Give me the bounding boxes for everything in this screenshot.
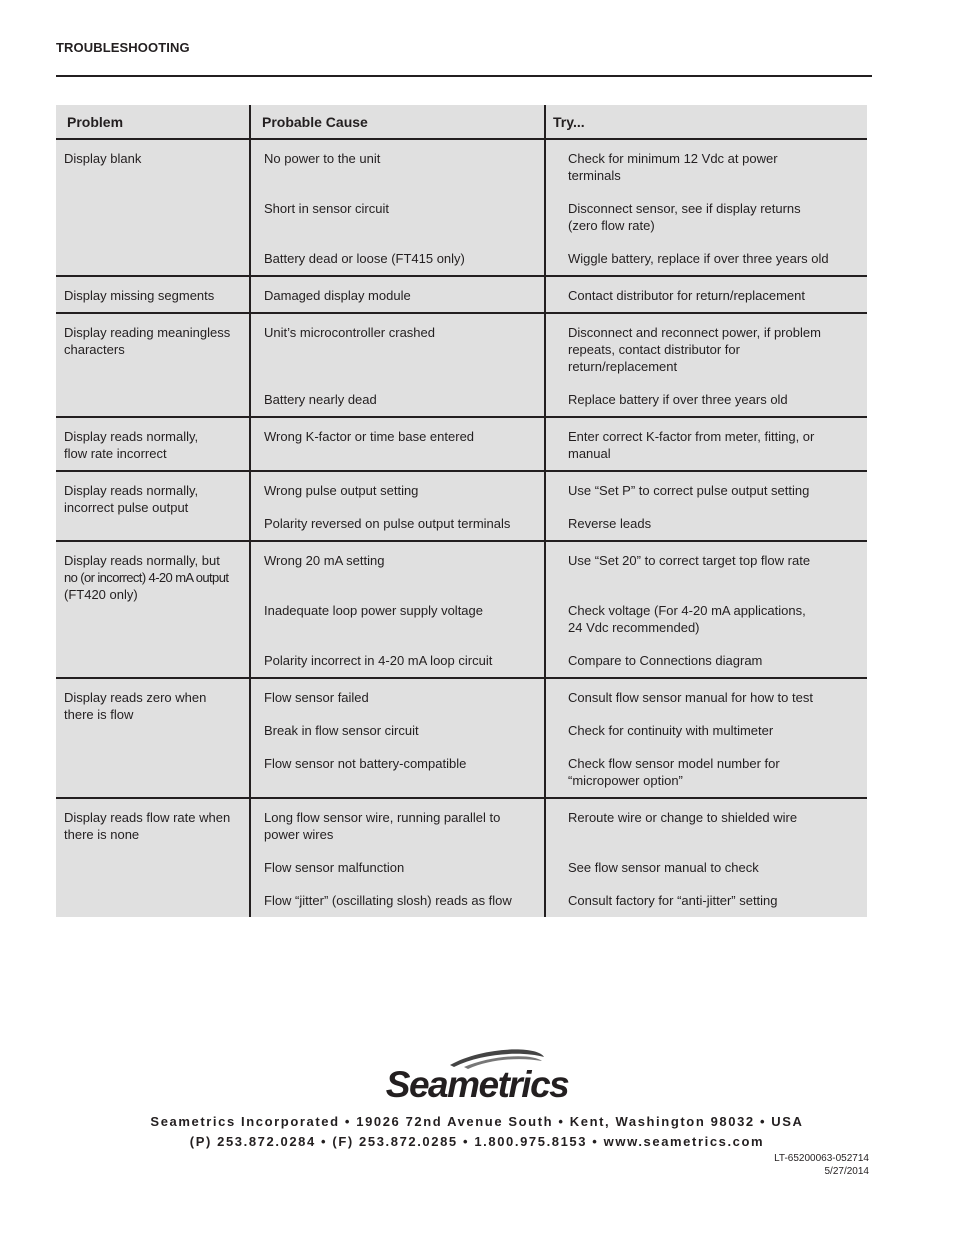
- footer: [0, 1045, 954, 1107]
- cause-text: [264, 569, 534, 586]
- table-row: [56, 678, 867, 798]
- cause-item: [264, 287, 534, 304]
- remedy-text: See flow sensor manual to check: [568, 860, 759, 875]
- try-cell: [545, 276, 867, 313]
- cause-text: Short in sensor circuit: [264, 201, 389, 216]
- remedy-text: Wiggle battery, replace if over three years old: [568, 251, 829, 266]
- problem-text: Display reads normally, but: [64, 553, 220, 568]
- cause-text: Battery nearly dead: [264, 392, 377, 407]
- problem-text: there is flow: [64, 707, 134, 722]
- remedy-text: return/replacement: [568, 359, 678, 374]
- remedy-text: Check flow sensor model number for: [568, 756, 780, 771]
- remedy-text: Consult factory for “anti-jitter” setting: [568, 893, 778, 908]
- cause-text: Break in flow sensor circuit: [264, 723, 419, 738]
- probable-cause-cell: [250, 417, 545, 471]
- problem-cell: [56, 678, 250, 798]
- cause-text: [264, 217, 534, 234]
- cause-text: power wires: [264, 827, 334, 842]
- cause-text: Flow “jitter” (oscillating slosh) reads as flow: [264, 893, 512, 908]
- company-address: Seametrics Incorporated • 19026 72nd Avenue South • Kent, Washington 98032 • USA: [150, 1114, 804, 1129]
- remedy-text: [568, 826, 857, 843]
- cause-item: [264, 324, 534, 375]
- problem-cell: [56, 541, 250, 678]
- problem-text: no (or incorrect) 4-20 mA output: [64, 570, 229, 585]
- problem-cell: [56, 313, 250, 417]
- remedy-text: Check voltage (For 4-20 mA applications,: [568, 603, 806, 618]
- remedy-text: repeats, contact distributor for: [568, 342, 740, 357]
- problem-cell: [56, 139, 250, 276]
- cause-item: [264, 515, 534, 532]
- remedy-text: Use “Set 20” to correct target top flow rate: [568, 553, 811, 568]
- remedy-text: Compare to Connections diagram: [568, 653, 763, 668]
- cause-text: Wrong pulse output setting: [264, 483, 419, 498]
- cause-item: [264, 482, 534, 499]
- seametrics-logo: [372, 1045, 582, 1107]
- remedy-text: Check for continuity with multimeter: [568, 723, 774, 738]
- problem-text: incorrect pulse output: [64, 500, 189, 515]
- probable-cause-cell: [250, 313, 545, 417]
- remedy-item: [568, 515, 857, 532]
- remedy-item: [568, 391, 857, 408]
- try-cell: [545, 313, 867, 417]
- remedy-item: [568, 859, 857, 876]
- remedy-text: Use “Set P” to correct pulse output setting: [568, 483, 810, 498]
- table-row: [56, 417, 867, 471]
- try-cell: [545, 139, 867, 276]
- problem-text: Display missing segments: [64, 288, 215, 303]
- problem-text: characters: [64, 342, 125, 357]
- problem-text: Display reads flow rate when: [64, 810, 231, 825]
- cause-text: [264, 445, 534, 462]
- probable-cause-cell: [250, 276, 545, 313]
- svg-text:Seametrics: Seametrics: [385, 1064, 569, 1105]
- probable-cause-cell: [250, 798, 545, 917]
- remedy-text: Check for minimum 12 Vdc at power: [568, 151, 778, 166]
- section-title: TROUBLESHOOTING: [56, 40, 190, 55]
- probable-cause-cell: [250, 471, 545, 541]
- remedy-text: Reroute wire or change to shielded wire: [568, 810, 798, 825]
- problem-text: there is none: [64, 827, 140, 842]
- problem-cell: [56, 798, 250, 917]
- remedy-item: [568, 250, 857, 267]
- cause-text: [264, 341, 534, 358]
- problem-text: Display reads normally,: [64, 429, 199, 444]
- cause-item: [264, 552, 534, 586]
- cause-text: [264, 772, 534, 789]
- remedy-item: [568, 287, 857, 304]
- remedy-item: [568, 722, 857, 739]
- header-problem: Problem: [56, 105, 250, 139]
- cause-text: Flow sensor malfunction: [264, 860, 405, 875]
- cause-text: [264, 619, 534, 636]
- document-number: LT-65200063-052714: [774, 1153, 869, 1164]
- cause-text: Damaged display module: [264, 288, 411, 303]
- try-cell: [545, 417, 867, 471]
- remedy-text: Enter correct K-factor from meter, fitting, or: [568, 429, 815, 444]
- try-cell: [545, 541, 867, 678]
- problem-text: Display reading meaningless: [64, 325, 231, 340]
- cause-text: Flow sensor not battery-compatible: [264, 756, 467, 771]
- remedy-text: (zero flow rate): [568, 218, 655, 233]
- remedy-item: [568, 892, 857, 909]
- remedy-text: terminals: [568, 168, 621, 183]
- cause-item: [264, 809, 534, 843]
- table-row: [56, 798, 867, 917]
- table-row: [56, 471, 867, 541]
- cause-text: No power to the unit: [264, 151, 381, 166]
- remedy-text: Disconnect and reconnect power, if problem: [568, 325, 821, 340]
- remedy-text: “micropower option”: [568, 773, 683, 788]
- cause-item: [264, 428, 534, 462]
- cause-item: [264, 602, 534, 636]
- table-header-row: [56, 105, 867, 139]
- remedy-text: manual: [568, 446, 611, 461]
- remedy-text: Contact distributor for return/replacement: [568, 288, 805, 303]
- table-row: [56, 541, 867, 678]
- header-try: Try...: [545, 105, 867, 139]
- header-probable-cause: Probable Cause: [250, 105, 545, 139]
- problem-text: Display reads normally,: [64, 483, 199, 498]
- probable-cause-cell: [250, 678, 545, 798]
- cause-item: [264, 689, 534, 706]
- try-cell: [545, 678, 867, 798]
- try-cell: [545, 798, 867, 917]
- remedy-text: 24 Vdc recommended): [568, 620, 700, 635]
- problem-text: (FT420 only): [64, 587, 138, 602]
- cause-item: [264, 892, 534, 909]
- remedy-item: [568, 602, 857, 636]
- remedy-text: Reverse leads: [568, 516, 652, 531]
- cause-item: [264, 755, 534, 789]
- cause-text: Unit’s microcontroller crashed: [264, 325, 435, 340]
- title-divider: [56, 75, 872, 77]
- remedy-item: [568, 200, 857, 234]
- cause-text: [264, 358, 534, 375]
- remedy-item: [568, 150, 857, 184]
- remedy-item: [568, 652, 857, 669]
- remedy-item: [568, 428, 857, 462]
- cause-text: [264, 167, 534, 184]
- cause-item: [264, 859, 534, 876]
- remedy-text: Disconnect sensor, see if display returns: [568, 201, 801, 216]
- remedy-item: [568, 755, 857, 789]
- problem-text: Display reads zero when: [64, 690, 207, 705]
- remedy-item: [568, 552, 857, 586]
- problem-text: Display blank: [64, 151, 142, 166]
- company-contact: (P) 253.872.0284 • (F) 253.872.0285 • 1.800.975.8153 • www.seametrics.com: [189, 1134, 765, 1149]
- problem-cell: [56, 276, 250, 313]
- cause-text: Wrong K-factor or time base entered: [264, 429, 475, 444]
- cause-item: [264, 250, 534, 267]
- problem-text: flow rate incorrect: [64, 446, 167, 461]
- cause-text: Flow sensor failed: [264, 690, 369, 705]
- remedy-item: [568, 809, 857, 843]
- cause-text: Polarity reversed on pulse output terminals: [264, 516, 511, 531]
- probable-cause-cell: [250, 541, 545, 678]
- cause-item: [264, 150, 534, 184]
- cause-text: Battery dead or loose (FT415 only): [264, 251, 465, 266]
- document-date: 5/27/2014: [824, 1166, 869, 1177]
- remedy-item: [568, 324, 857, 375]
- try-cell: [545, 471, 867, 541]
- table-body: [56, 139, 867, 917]
- remedy-item: [568, 482, 857, 499]
- remedy-item: [568, 689, 857, 706]
- table-row: [56, 313, 867, 417]
- problem-cell: [56, 471, 250, 541]
- problem-cell: [56, 417, 250, 471]
- probable-cause-cell: [250, 139, 545, 276]
- cause-item: [264, 391, 534, 408]
- remedy-text: Replace battery if over three years old: [568, 392, 788, 407]
- cause-text: Inadequate loop power supply voltage: [264, 603, 483, 618]
- remedy-text: Consult flow sensor manual for how to test: [568, 690, 813, 705]
- cause-item: [264, 652, 534, 669]
- cause-text: Long flow sensor wire, running parallel to: [264, 810, 501, 825]
- cause-item: [264, 722, 534, 739]
- troubleshooting-table: [56, 105, 867, 917]
- table-row: [56, 139, 867, 276]
- table-row: [56, 276, 867, 313]
- cause-text: Wrong 20 mA setting: [264, 553, 385, 568]
- cause-item: [264, 200, 534, 234]
- remedy-text: [568, 569, 857, 586]
- cause-text: Polarity incorrect in 4-20 mA loop circuit: [264, 653, 493, 668]
